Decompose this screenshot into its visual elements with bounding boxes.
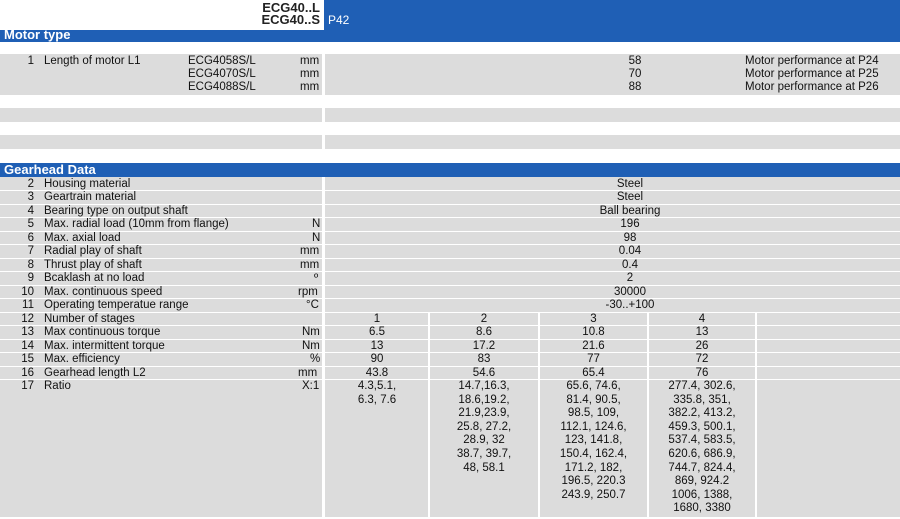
spec-row-value: -30..+100 bbox=[605, 299, 655, 311]
spec-row-num: 4 bbox=[27, 205, 34, 217]
stage-row-label: Gearhead length L2 bbox=[44, 367, 146, 379]
stage-row-label: Max. efficiency bbox=[44, 353, 120, 365]
spec-row-num: 2 bbox=[27, 178, 34, 190]
spec-row-unit: rpm bbox=[298, 286, 318, 298]
motor-variant-perf: Motor performance at P25 bbox=[745, 68, 879, 80]
ratio-values: 14.7,16.3, 18.6,19.2, 21.9,23.9, 25.8, 27.2, 28.9, 32 38.7, 39.7, 48, 58.1 bbox=[456, 380, 512, 474]
header-band bbox=[324, 0, 900, 30]
stage-col-divider bbox=[755, 313, 757, 517]
stage-value: 26 bbox=[695, 340, 709, 352]
stage-row-num: 14 bbox=[21, 340, 34, 352]
empty-row bbox=[0, 135, 900, 149]
stage-value: 90 bbox=[370, 353, 384, 365]
spec-row-value: 30000 bbox=[614, 286, 646, 298]
spec-row-label: Bcaklash at no load bbox=[44, 272, 145, 284]
spec-row-num: 7 bbox=[27, 245, 34, 257]
stage-row-label: Number of stages bbox=[44, 313, 135, 325]
motor-variant-unit: mm bbox=[300, 68, 320, 80]
motor-col-divider bbox=[322, 54, 325, 95]
stage-value: 83 bbox=[477, 353, 491, 365]
spec-row-value: Steel bbox=[616, 191, 644, 203]
ratio-values: 4.3,5.1, 6.3, 7.6 bbox=[357, 380, 397, 406]
stage-value: 8.6 bbox=[476, 326, 492, 338]
motor-variant-model: ECG4088S/L bbox=[188, 81, 256, 93]
spec-row-label: Max. continuous speed bbox=[44, 286, 163, 298]
stage-value: 6.5 bbox=[369, 326, 385, 338]
header-code-l: ECG40..L bbox=[262, 0, 320, 15]
stage-value: 17.2 bbox=[472, 340, 496, 352]
spec-row-value: 2 bbox=[626, 272, 634, 284]
stage-row-unit: Nm bbox=[302, 340, 320, 352]
stage-value: 3 bbox=[590, 313, 597, 325]
motor-variant-unit: mm bbox=[300, 81, 320, 93]
ratio-row-label: Ratio bbox=[44, 380, 71, 392]
spec-row-unit: N bbox=[312, 232, 321, 244]
gearhead-section-bar bbox=[0, 163, 900, 177]
motor-variant-perf: Motor performance at P26 bbox=[745, 81, 879, 93]
motor-section-bar bbox=[0, 27, 900, 42]
spec-row-value: 0.04 bbox=[618, 245, 642, 257]
motor-row-num: 1 bbox=[27, 55, 34, 67]
stage-row-label: Max. intermittent torque bbox=[44, 340, 165, 352]
stage-value: 13 bbox=[370, 340, 384, 352]
spec-row-unit: º bbox=[314, 272, 319, 284]
spec-row-value: 98 bbox=[623, 232, 637, 244]
ratio-values: 65.6, 74.6, 81.4, 90.5, 98.5, 109, 112.1, 124.6, 123, 141.8, 150.4, 162.4, 171.2, 182, 196.5, 220.3 243.9, 250.7 bbox=[559, 380, 628, 501]
stage-value: 43.8 bbox=[365, 367, 389, 379]
gearhead-col-divider bbox=[322, 177, 325, 517]
spec-row-num: 9 bbox=[27, 272, 34, 284]
stage-row-unit: Nm bbox=[302, 326, 320, 338]
motor-row-label: Length of motor L1 bbox=[44, 55, 141, 67]
stage-value: 54.6 bbox=[472, 367, 496, 379]
spec-row-label: Operating temperatue range bbox=[44, 299, 189, 311]
spec-row-label: Geartrain material bbox=[44, 191, 137, 203]
stage-row-num: 13 bbox=[21, 326, 34, 338]
spec-row-unit: N bbox=[312, 218, 321, 230]
spec-row-value: Steel bbox=[616, 178, 644, 190]
stage-value: 1 bbox=[373, 313, 381, 325]
ratio-row-unit: X:1 bbox=[302, 380, 320, 392]
spec-row-num: 8 bbox=[27, 259, 34, 271]
spec-row-num: 5 bbox=[27, 218, 34, 230]
row-separator bbox=[0, 231, 900, 232]
stage-value: 21.6 bbox=[582, 340, 605, 352]
spec-row-value: Ball bearing bbox=[599, 205, 661, 217]
motor-variant-unit: mm bbox=[300, 55, 320, 67]
stage-row-label: Max continuous torque bbox=[44, 326, 161, 338]
stage-value: 77 bbox=[587, 353, 600, 365]
motor-variant-value: 58 bbox=[628, 55, 642, 67]
stage-row-num: 16 bbox=[21, 367, 34, 379]
empty-row-divider bbox=[322, 108, 325, 122]
spec-row-unit: mm bbox=[300, 259, 320, 271]
spec-row-label: Bearing type on output shaft bbox=[44, 205, 188, 217]
spec-row-label: Max. radial load (10mm from flange) bbox=[44, 218, 229, 230]
motor-variant-value: 70 bbox=[628, 68, 642, 80]
motor-variant-perf: Motor performance at P24 bbox=[745, 55, 879, 67]
spec-row-value: 196 bbox=[620, 218, 640, 230]
spec-row-label: Radial play of shaft bbox=[44, 245, 142, 257]
spec-row-label: Max. axial load bbox=[44, 232, 121, 244]
spec-row-unit: mm bbox=[300, 245, 320, 257]
stage-value: 10.8 bbox=[582, 326, 605, 338]
spec-row-label: Thrust play of shaft bbox=[44, 259, 142, 271]
stage-value: 2 bbox=[480, 313, 488, 325]
spec-row-num: 10 bbox=[21, 286, 34, 298]
header-model: P42 bbox=[328, 13, 350, 27]
spec-row-num: 3 bbox=[27, 191, 34, 203]
stage-value: 4 bbox=[698, 313, 706, 325]
gearhead-section-title: Gearhead Data bbox=[4, 162, 96, 177]
stage-value: 65.4 bbox=[582, 367, 605, 379]
stage-value: 76 bbox=[695, 367, 709, 379]
spec-row-num: 6 bbox=[27, 232, 34, 244]
stage-value: 13 bbox=[695, 326, 709, 338]
ratio-values: 277.4, 302.6, 335.8, 351, 382.2, 413.2, 459.3, 500.1, 537.4, 583.5, 620.6, 686.9, 744.7, 824.4, 869, 924.2 1006, 1388, 1680, 3380 bbox=[668, 380, 736, 515]
motor-variant-model: ECG4070S/L bbox=[188, 68, 256, 80]
spec-row-num: 11 bbox=[22, 299, 34, 311]
empty-row bbox=[0, 108, 900, 122]
empty-row-divider bbox=[322, 135, 325, 149]
spec-row-value: 0.4 bbox=[622, 259, 638, 271]
stage-row-num: 12 bbox=[21, 313, 34, 325]
spec-row-unit: °C bbox=[306, 299, 319, 311]
stage-row-unit: % bbox=[310, 353, 321, 365]
ratio-row-num: 17 bbox=[21, 380, 34, 392]
stage-row-unit: mm bbox=[298, 367, 318, 379]
header-code-s: ECG40..S bbox=[261, 12, 320, 27]
stage-value: 72 bbox=[695, 353, 709, 365]
motor-variant-value: 88 bbox=[628, 81, 642, 93]
spec-row-label: Housing material bbox=[44, 178, 131, 190]
motor-section-title: Motor type bbox=[4, 27, 71, 42]
motor-variant-model: ECG4058S/L bbox=[188, 55, 256, 67]
stage-row-num: 15 bbox=[21, 353, 34, 365]
